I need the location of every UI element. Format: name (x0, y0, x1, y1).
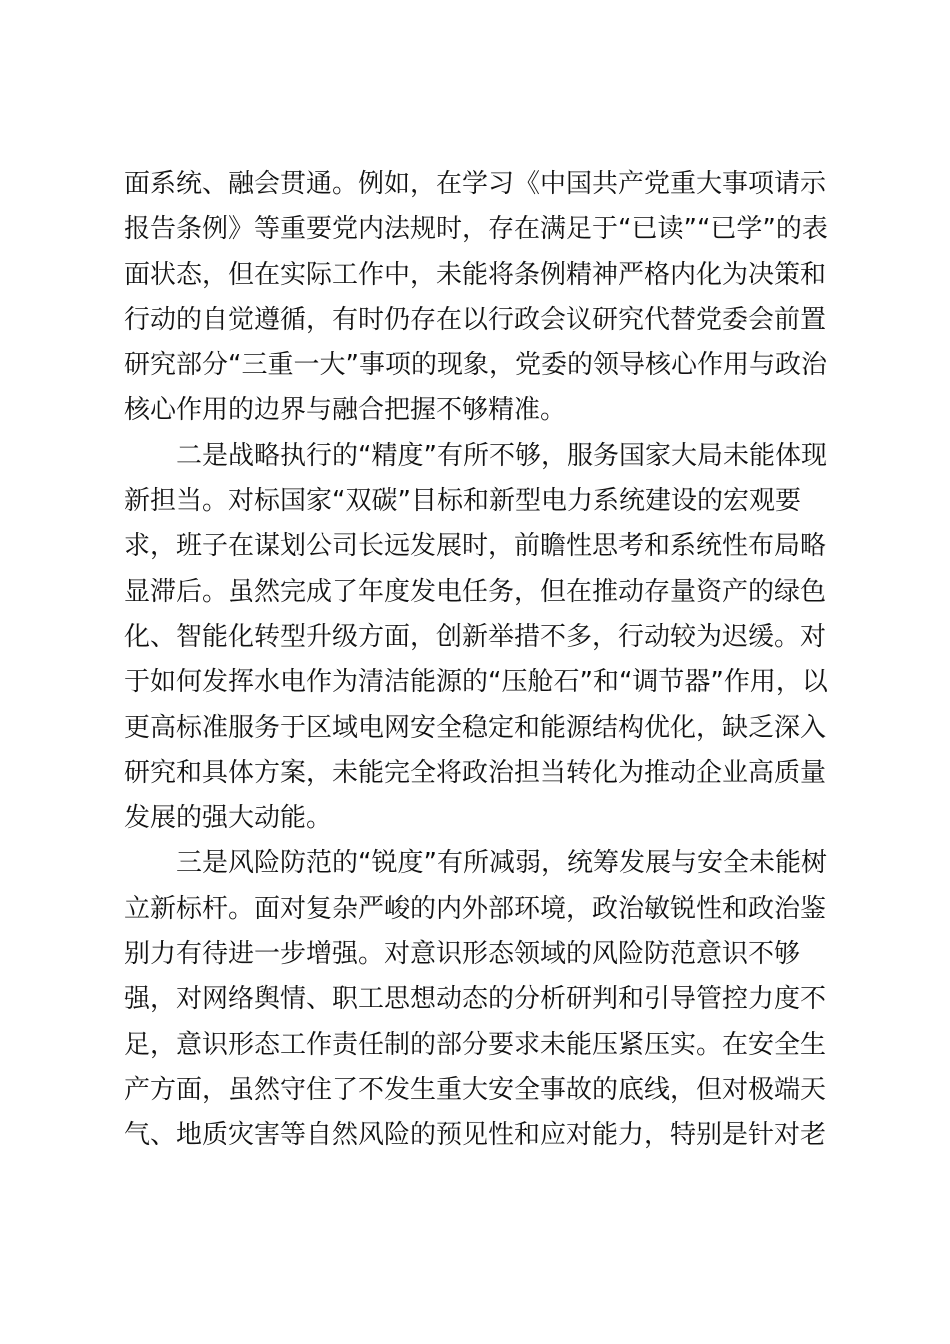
text-line: 研究和具体方案，未能完全将政治担当转化为推动企业高质量 (124, 757, 827, 788)
text-line: 显滞后。虽然完成了年度发电任务，但在推动存量资产的绿色 (124, 576, 827, 607)
text-line: 别力有待进一步增强。对意识形态领域的风险防范意识不够 (124, 939, 801, 970)
text-line: 更高标准服务于区域电网安全稳定和能源结构优化，缺乏深入 (124, 712, 827, 743)
text-line: 报告条例》等重要党内法规时，存在满足于“已读”“已学”的表 (124, 214, 828, 245)
paragraph-1 (124, 162, 828, 434)
text-line: 发展的强大动能。 (124, 803, 333, 834)
text-line: 求，班子在谋划公司长远发展时，前瞻性思考和系统性布局略 (124, 531, 827, 562)
text-line: 二是战略执行的“精度”有所不够，服务国家大局未能体现 (176, 440, 827, 471)
text-line: 强，对网络舆情、职工思想动态的分析研判和引导管控力度不 (124, 984, 827, 1015)
text-line: 于如何发挥水电作为清洁能源的“压舱石”和“调节器”作用，以 (124, 667, 828, 698)
text-line: 面系统、融会贯通。例如，在学习《中国共产党重大事项请示 (124, 169, 827, 199)
text-line: 面状态，但在实际工作中，未能将条例精神严格内化为决策和 (124, 259, 827, 290)
text-line: 新担当。对标国家“双碳”目标和新型电力系统建设的宏观要 (124, 486, 801, 517)
body-text (124, 162, 828, 1159)
text-line: 足，意识形态工作责任制的部分要求未能压紧压实。在安全生 (124, 1029, 827, 1060)
text-line: 核心作用的边界与融合把握不够精准。 (124, 395, 567, 426)
text-line: 行动的自觉遵循，有时仍存在以行政会议研究代替党委会前置 (124, 304, 827, 335)
text-line: 产方面，虽然守住了不发生重大安全事故的底线，但对极端天 (124, 1074, 827, 1105)
paragraph-3 (124, 841, 827, 1158)
text-line: 三是风险防范的“锐度”有所减弱，统筹发展与安全未能树 (176, 848, 827, 879)
text-line: 研究部分“三重一大”事项的现象，党委的领导核心作用与政治 (124, 350, 827, 381)
paragraph-2 (124, 434, 828, 842)
text-line: 立新标杆。面对复杂严峻的内外部环境，政治敏锐性和政治鉴 (124, 893, 827, 924)
text-line: 气、地质灾害等自然风险的预见性和应对能力，特别是针对老 (124, 1120, 827, 1151)
text-line: 化、智能化转型升级方面，创新举措不多，行动较为迟缓。对 (124, 621, 827, 652)
